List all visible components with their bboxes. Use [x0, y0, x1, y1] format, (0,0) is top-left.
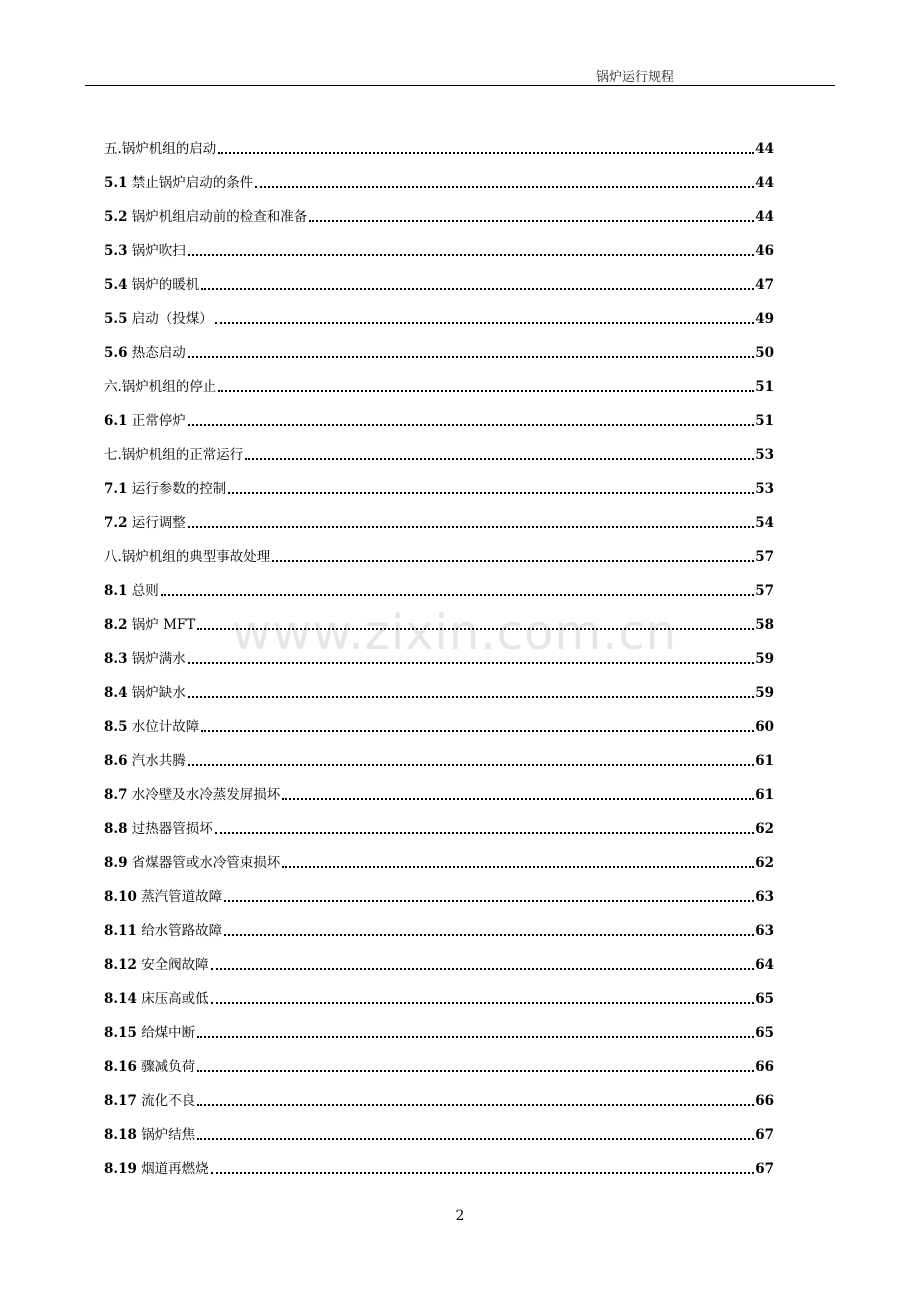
toc-dot-leader: [188, 254, 754, 256]
toc-entry-number: 8.3: [104, 651, 128, 667]
toc-dot-leader: [245, 458, 754, 460]
toc-dot-leader: [255, 186, 754, 188]
toc-entry[interactable]: [104, 1008, 774, 1042]
toc-entry-title: 启动（投煤）: [131, 311, 213, 327]
toc-entry-title: 烟道再燃烧: [141, 1161, 209, 1177]
toc-entry-page: 53: [755, 447, 774, 463]
toc-entry-number: 5.2: [104, 209, 128, 225]
toc-entry[interactable]: [104, 872, 774, 906]
toc-entry[interactable]: [104, 1110, 774, 1144]
toc-entry[interactable]: [104, 158, 774, 192]
toc-dot-leader: [224, 900, 754, 902]
toc-dot-leader: [218, 152, 754, 154]
toc-entry-page: 50: [755, 345, 774, 361]
toc-entry-title: 流化不良: [141, 1093, 196, 1109]
toc-entry[interactable]: [104, 906, 774, 940]
toc-entry-page: 58: [755, 617, 774, 633]
toc-dot-leader: [197, 628, 754, 630]
toc-entry-number: 7.2: [104, 515, 128, 531]
toc-entry-title: 安全阀故障: [141, 957, 209, 973]
toc-entry-page: 57: [755, 583, 774, 599]
toc-entry-number: 8.15: [104, 1025, 137, 1041]
toc-entry[interactable]: [104, 226, 774, 260]
toc-entry-number: 5.4: [104, 277, 128, 293]
toc-entry-page: 44: [755, 209, 774, 225]
toc-entry-page: 66: [755, 1093, 774, 1109]
toc-entry-page: 54: [755, 515, 774, 531]
toc-entry-title: 省煤器管或水冷管束损坏: [131, 855, 281, 871]
toc-entry[interactable]: [104, 974, 774, 1008]
toc-entry-page: 61: [755, 787, 774, 803]
toc-entry-title: 锅炉吹扫: [131, 243, 186, 259]
toc-entry-page: 64: [755, 957, 774, 973]
toc-dot-leader: [188, 662, 754, 664]
toc-entry[interactable]: [104, 498, 774, 532]
toc-dot-leader: [188, 696, 754, 698]
toc-entry-page: 57: [755, 549, 774, 565]
toc-entry[interactable]: [104, 260, 774, 294]
toc-dot-leader: [201, 730, 754, 732]
toc-entry[interactable]: [104, 1042, 774, 1076]
toc-dot-leader: [211, 1002, 755, 1004]
toc-entry-number: 7.1: [104, 481, 128, 497]
toc-entry[interactable]: [104, 940, 774, 974]
toc-entry-title: 六.锅炉机组的停止: [104, 379, 217, 395]
toc-dot-leader: [215, 832, 754, 834]
toc-entry-title: 七.锅炉机组的正常运行: [104, 447, 244, 463]
toc-entry[interactable]: [104, 192, 774, 226]
toc-dot-leader: [188, 526, 754, 528]
toc-entry[interactable]: [104, 736, 774, 770]
running-header-title: 锅炉运行规程: [596, 70, 675, 85]
toc-entry-number: 5.6: [104, 345, 128, 361]
toc-entry-number: 8.2: [104, 617, 128, 633]
toc-dot-leader: [197, 1138, 754, 1140]
toc-entry[interactable]: [104, 430, 774, 464]
toc-entry-title: 锅炉机组启动前的检查和准备: [131, 209, 308, 225]
toc-dot-leader: [228, 492, 754, 494]
toc-entry-page: 66: [755, 1059, 774, 1075]
toc-entry[interactable]: [104, 294, 774, 328]
toc-entry-page: 51: [755, 413, 774, 429]
toc-entry-title: 水位计故障: [131, 719, 200, 735]
toc-dot-leader: [282, 798, 754, 800]
toc-entry[interactable]: [104, 124, 774, 158]
toc-entry[interactable]: [104, 1076, 774, 1110]
toc-entry-page: 44: [755, 175, 774, 191]
toc-entry[interactable]: [104, 702, 774, 736]
toc-entry-number: 8.17: [104, 1093, 137, 1109]
toc-entry-number: 8.9: [104, 855, 128, 871]
watermark: www.zixin.com.cn: [232, 605, 678, 661]
toc-entry-page: 65: [755, 1025, 774, 1041]
toc-entry-page: 53: [755, 481, 774, 497]
toc-entry-number: 8.8: [104, 821, 128, 837]
toc-entry[interactable]: [104, 362, 774, 396]
toc-entry-title: 八.锅炉机组的典型事故处理: [104, 549, 271, 565]
toc-entry-number: 8.16: [104, 1059, 137, 1075]
toc-entry-title: 运行调整: [131, 515, 186, 531]
toc-entry[interactable]: [104, 566, 774, 600]
toc-entry-page: 60: [755, 719, 774, 735]
toc-entry[interactable]: [104, 634, 774, 668]
toc-entry-number: 8.12: [104, 957, 137, 973]
toc-entry-page: 67: [755, 1161, 774, 1177]
toc-entry-number: 8.18: [104, 1127, 137, 1143]
toc-dot-leader: [161, 594, 754, 596]
toc-entry[interactable]: [104, 600, 774, 634]
toc-entry-title: 给水管路故障: [141, 923, 223, 939]
toc-entry-title: 水冷壁及水冷蒸发屏损坏: [131, 787, 281, 803]
toc-dot-leader: [272, 560, 754, 562]
toc-entry-title: 热态启动: [131, 345, 186, 361]
toc-dot-leader: [188, 424, 754, 426]
toc-entry-page: 49: [755, 311, 774, 327]
toc-entry-title: 正常停炉: [131, 413, 186, 429]
toc-entry-number: 8.19: [104, 1161, 137, 1177]
toc-entry-number: 5.5: [104, 311, 128, 327]
toc-entry[interactable]: [104, 668, 774, 702]
toc-entry-page: 62: [755, 821, 774, 837]
toc-entry-title: 五.锅炉机组的启动: [104, 141, 217, 157]
toc-entry-page: 61: [755, 753, 774, 769]
toc-dot-leader: [224, 934, 754, 936]
toc-entry-page: 67: [755, 1127, 774, 1143]
toc-dot-leader: [197, 1104, 754, 1106]
toc-entry[interactable]: [104, 838, 774, 872]
toc-dot-leader: [201, 288, 754, 290]
toc-entry-title: 过热器管损坏: [131, 821, 213, 837]
toc-entry-number: 8.7: [104, 787, 128, 803]
toc-entry[interactable]: [104, 532, 774, 566]
toc-entry-title: 锅炉 MFT: [131, 617, 196, 633]
toc-entry-title: 总则: [131, 583, 159, 599]
toc-entry[interactable]: [104, 396, 774, 430]
toc-entry[interactable]: [104, 328, 774, 362]
toc-entry-number: 8.11: [104, 923, 137, 939]
toc-entry-title: 给煤中断: [141, 1025, 196, 1041]
toc-dot-leader: [218, 390, 754, 392]
toc-entry-number: 5.1: [104, 175, 128, 191]
toc-entry-title: 锅炉结焦: [141, 1127, 196, 1143]
toc-entry-title: 骤减负荷: [141, 1059, 196, 1075]
toc-entry-number: 8.10: [104, 889, 137, 905]
toc-entry-page: 59: [755, 685, 774, 701]
toc-entry[interactable]: [104, 804, 774, 838]
toc-dot-leader: [215, 322, 754, 324]
toc-dot-leader: [197, 1070, 754, 1072]
toc-entry-number: 8.4: [104, 685, 128, 701]
toc-entry-page: 46: [755, 243, 774, 259]
toc-dot-leader: [188, 764, 754, 766]
toc-entry[interactable]: [104, 464, 774, 498]
toc-entry-page: 44: [755, 141, 774, 157]
toc-entry-title: 锅炉的暖机: [131, 277, 200, 293]
header-rule: [85, 85, 835, 86]
toc-entry-number: 8.6: [104, 753, 128, 769]
toc-entry-title: 禁止锅炉启动的条件: [131, 175, 254, 191]
toc-dot-leader: [211, 1172, 755, 1174]
toc-entry[interactable]: [104, 1144, 774, 1178]
toc-entry-page: 65: [755, 991, 774, 1007]
toc-entry[interactable]: [104, 770, 774, 804]
page-number: 2: [455, 1208, 465, 1224]
table-of-contents: [104, 124, 774, 1178]
toc-entry-page: 62: [755, 855, 774, 871]
toc-entry-number: 8.14: [104, 991, 137, 1007]
toc-entry-page: 63: [755, 889, 774, 905]
toc-entry-title: 蒸汽管道故障: [141, 889, 223, 905]
toc-entry-number: 5.3: [104, 243, 128, 259]
toc-entry-title: 锅炉缺水: [131, 685, 186, 701]
toc-entry-title: 锅炉满水: [131, 651, 186, 667]
toc-dot-leader: [197, 1036, 754, 1038]
toc-dot-leader: [188, 356, 754, 358]
toc-entry-title: 运行参数的控制: [131, 481, 227, 497]
toc-entry-number: 8.5: [104, 719, 128, 735]
toc-entry-page: 63: [755, 923, 774, 939]
toc-entry-title: 汽水共腾: [131, 753, 186, 769]
toc-entry-title: 床压高或低: [141, 991, 209, 1007]
toc-dot-leader: [211, 968, 755, 970]
toc-entry-page: 51: [755, 379, 774, 395]
toc-dot-leader: [282, 866, 754, 868]
toc-entry-page: 47: [755, 277, 774, 293]
toc-entry-number: 8.1: [104, 583, 128, 599]
toc-entry-number: 6.1: [104, 413, 128, 429]
toc-entry-page: 59: [755, 651, 774, 667]
toc-dot-leader: [309, 220, 754, 222]
